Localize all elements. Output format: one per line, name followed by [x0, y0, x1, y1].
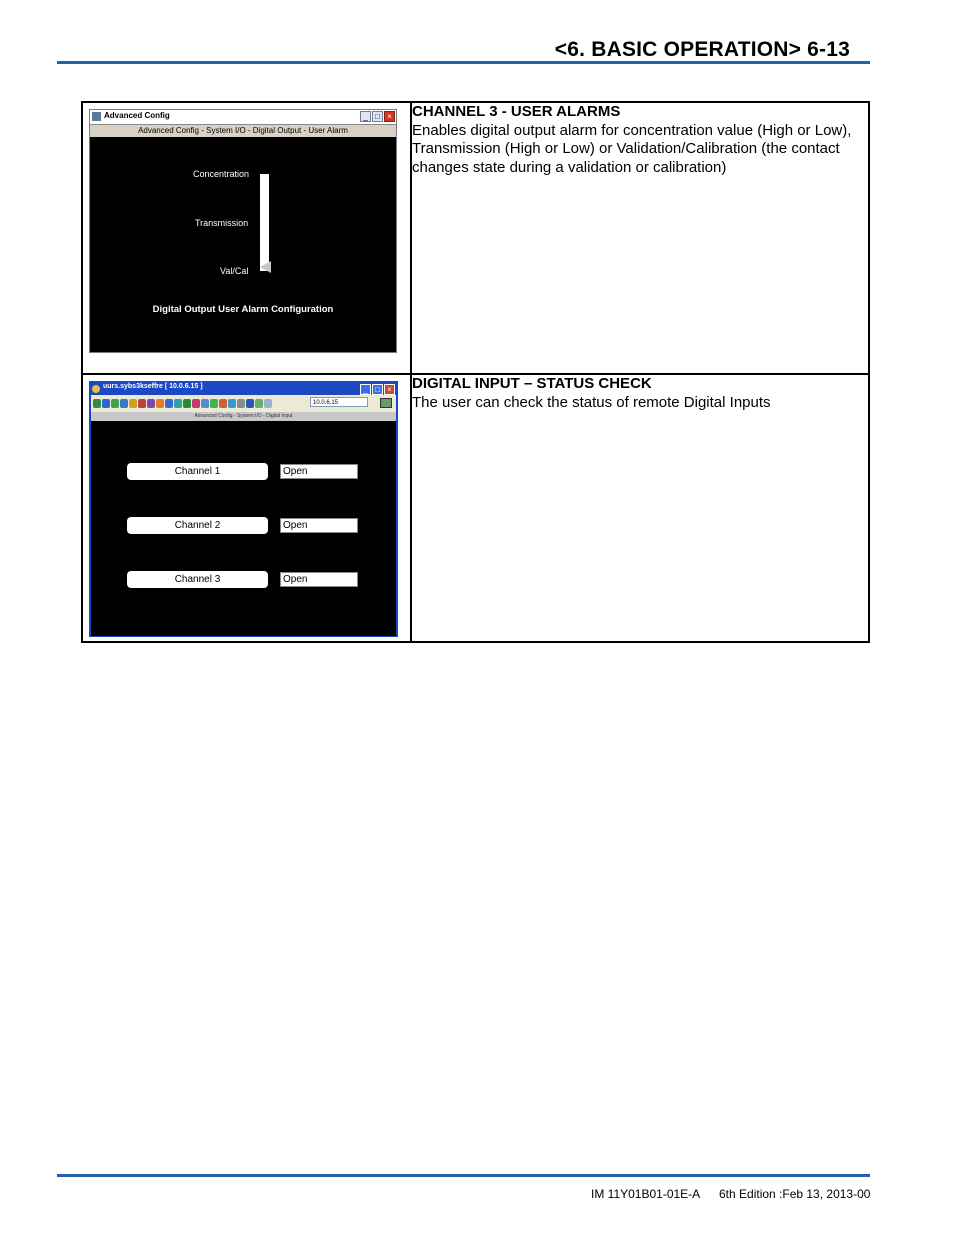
channel-3-status: Open [280, 572, 358, 587]
toolbar-icon[interactable] [219, 399, 227, 408]
alarm-slider-track[interactable] [260, 174, 269, 271]
config-caption: Digital Output User Alarm Configuration [152, 304, 334, 315]
content-table [81, 101, 870, 643]
window-titlebar [90, 110, 396, 125]
footer-edition: 6th Edition :Feb 13, 2013-00 [719, 1187, 871, 1201]
toolbar-icon[interactable] [93, 399, 101, 408]
toolbar-icon[interactable] [138, 399, 146, 408]
channel-2-status: Open [280, 518, 358, 533]
close-icon[interactable]: × [384, 384, 395, 395]
channel-2-button[interactable]: Channel 2 [127, 517, 268, 534]
digital-input-panel [91, 421, 396, 636]
channel-3-button[interactable]: Channel 3 [127, 571, 268, 588]
toolbar-icon[interactable] [129, 399, 137, 408]
toolbar-icon[interactable] [192, 399, 200, 408]
toolbar-icon[interactable] [183, 399, 191, 408]
maximize-icon[interactable]: □ [372, 111, 383, 122]
description-cell [411, 102, 869, 374]
toolbar-icon[interactable] [246, 399, 254, 408]
toolbar-icon[interactable] [147, 399, 155, 408]
toolbar-icon[interactable] [165, 399, 173, 408]
toolbar-icon[interactable] [111, 399, 119, 408]
screenshot-cell [82, 102, 411, 374]
toolbar-icon[interactable] [264, 399, 272, 408]
maximize-icon[interactable]: □ [372, 384, 383, 395]
user-alarm-screenshot [89, 109, 397, 353]
minimize-icon[interactable]: _ [360, 111, 371, 122]
toolbar-icon[interactable] [102, 399, 110, 408]
table-row [82, 374, 869, 642]
toolbar [91, 395, 396, 412]
digital-input-screenshot [89, 381, 398, 637]
close-icon[interactable]: × [384, 111, 395, 122]
toolbar-icon[interactable] [174, 399, 182, 408]
concentration-label: Concentration [193, 169, 250, 179]
transmission-label: Transmission [195, 218, 249, 228]
window-title: uurs.sybs3kseffre [ 10.0.6.15 ] [103, 383, 203, 390]
channel-1-status: Open [280, 464, 358, 479]
description-cell [411, 374, 869, 642]
address-field[interactable]: 10.0.6.15 [310, 397, 368, 407]
breadcrumb: Advanced Config - System I/O - Digital Output - User Alarm [90, 125, 396, 137]
window-titlebar [91, 383, 396, 395]
channel-1-button[interactable]: Channel 1 [127, 463, 268, 480]
header-divider [57, 61, 870, 64]
footer-divider [57, 1174, 870, 1177]
app-icon [92, 112, 101, 121]
toolbar-icon[interactable] [228, 399, 236, 408]
alarm-slider-handle[interactable] [260, 261, 271, 273]
window-title: Advanced Config [104, 111, 170, 120]
screenshot-cell [82, 374, 411, 642]
table-row [82, 102, 869, 374]
section-title: DIGITAL INPUT – STATUS CHECK [412, 375, 652, 392]
toolbar-icon[interactable] [210, 399, 218, 408]
minimize-icon[interactable]: _ [360, 384, 371, 395]
toolbar-icon[interactable] [156, 399, 164, 408]
network-icon[interactable] [380, 398, 392, 408]
section-body: The user can check the status of remote Digital Inputs [412, 393, 771, 411]
toolbar-icon[interactable] [237, 399, 245, 408]
footer-doc-id: IM 11Y01B01-01E-A [591, 1187, 701, 1201]
toolbar-icon[interactable] [201, 399, 209, 408]
breadcrumb: Advanced Config - System I/O - Digital Input [91, 412, 396, 421]
page-title: <6. BASIC OPERATION> 6-13 [554, 38, 850, 61]
section-title: CHANNEL 3 - USER ALARMS [412, 103, 621, 120]
toolbar-icon[interactable] [120, 399, 128, 408]
valcal-label: Val/Cal [220, 266, 249, 276]
section-body: Enables digital output alarm for concentration value (High or Low), Transmission (High or Low) or Validation/Calibration (the contact changes state during a validation or calibration) [412, 121, 852, 176]
app-icon [92, 385, 100, 393]
toolbar-icon[interactable] [255, 399, 263, 408]
